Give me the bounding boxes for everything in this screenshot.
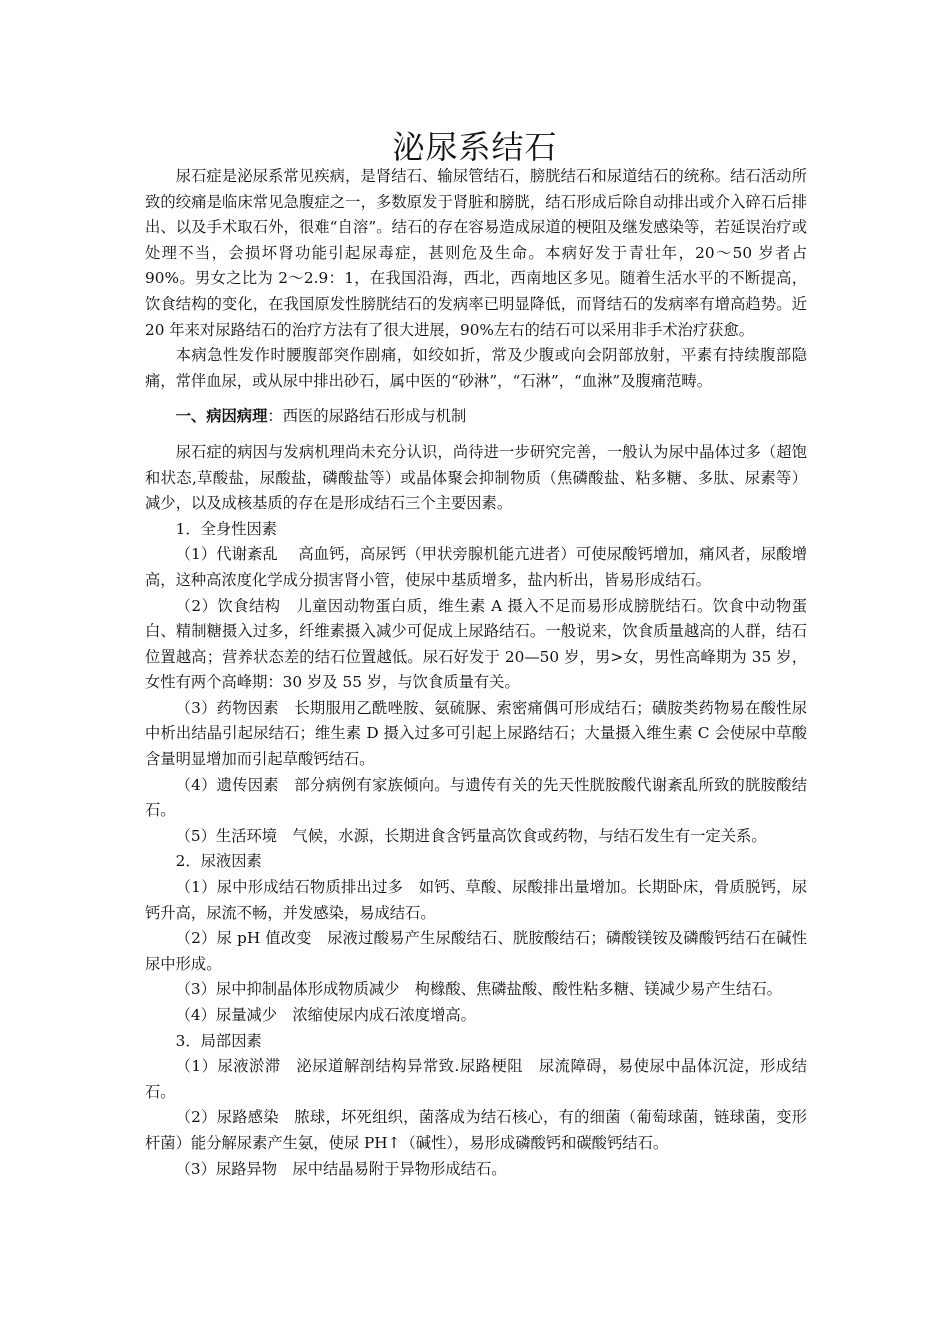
subsection-heading-systemic: 1．全身性因素 xyxy=(175,519,278,538)
document-title: 泌尿系结石 xyxy=(392,128,558,167)
list-item: （3）药物因素 长期服用乙酰唑胺、氨硫脲、索密痛偶可形成结石；磺胺类药物易在酸性尿中析出结晶引起尿结石；维生素 D 摄入过多可引起上尿路结石；大量摄入维生素 C 会使尿中草酸含量明显增加而引起草酸钙结石。 xyxy=(145,698,807,769)
list-item: （1）尿中形成结石物质排出过多 如钙、草酸、尿酸排出量增加。长期卧床，骨质脱钙，尿钙升高，尿流不畅，并发感染，易成结石。 xyxy=(145,878,807,922)
list-item: （2）尿路感染 脓球，坏死组织，菌落成为结石核心，有的细菌（葡萄球菌，链球菌，变形杆菌）能分解尿素产生氨，使尿 PH↑（碱性），易形成磷酸钙和碳酸钙结石。 xyxy=(145,1108,807,1152)
list-item: （2）饮食结构 儿童因动物蛋白质，维生素 A 摄入不足而易形成膀胱结石。饮食中动物蛋白、精制糖摄入过多，纤维素摄入减少可促成上尿路结石。一般说来，饮食质量越高的人群，结石位置越高；营养状态差的结石位置越低。尿石好发于 20—50 岁，男>女，男性高峰期为 35 岁，女性有两个高峰期：30 岁及 55 岁，与饮食质量有关。 xyxy=(145,596,807,692)
section-heading-subtitle: ：西医的尿路结石形成与机制 xyxy=(267,407,467,426)
symptom-paragraph: 本病急性发作时腰腹部突作剧痛，如绞如折，常及少腹或向会阴部放射，平素有持续腹部隐痛，常伴血尿，或从尿中排出砂石，属中医的“砂淋”，“石淋”，“血淋”及腹痛范畴。 xyxy=(145,346,807,390)
section-heading xyxy=(145,404,807,430)
list-item: （1）尿液淤滞 泌尿道解剖结构异常致.尿路梗阻 尿流障碍，易使尿中晶体沉淀，形成结石。 xyxy=(145,1057,807,1101)
list-item: （1）代谢紊乱 高血钙，高尿钙（甲状旁腺机能亢进者）可使尿酸钙增加，痛风者，尿酸增高，这种高浓度化学成分损害肾小管，使尿中基质增多，盐内析出，皆易形成结石。 xyxy=(145,545,807,589)
etiology-paragraph: 尿石症的病因与发病机理尚未充分认识，尚待进一步研究完善，一般认为尿中晶体过多（超饱和状态,草酸盐，尿酸盐，磷酸盐等）或晶体聚会抑制物质（焦磷酸盐、粘多糖、多肽、尿素等）减少，以及成核基质的存在是形成结石三个主要因素。 xyxy=(145,442,807,513)
list-item: （4）遗传因素 部分病例有家族倾向。与遗传有关的先天性胱胺酸代谢紊乱所致的胱胺酸结石。 xyxy=(145,775,807,820)
intro-paragraph: 尿石症是泌尿系常见疾病，是肾结石、输尿管结石，膀胱结石和尿道结石的统称。结石活动所致的绞痛是临床常见急腹症之一，多数原发于肾脏和膀胱，结石形成后除自动排出或介入碎石后排出、以及手术取石外，很难“自溶”。结石的存在容易造成尿道的梗阻及继发感染等，若延误治疗或处理不当，会损坏肾功能引起尿毒症，甚则危及生命。本病好发于青壮年，20～50 岁者占 90%。男女之比为 2～2.9：1，在我国沿海，西北，西南地区多见。随着生活水平的不断提高，饮食结构的变化，在我国原发性膀胱结石的发病率已明显降低，而肾结石的发病率有增高趋势。近 20 年来对尿路结石的治疗方法有了很大进展，90%左右的结石可以采用非手术治疗获愈。 xyxy=(145,167,807,339)
section-heading-bold: 一、病因病理 xyxy=(175,407,268,426)
list-item: （3）尿路异物 尿中结晶易附于异物形成结石。 xyxy=(175,1159,507,1178)
list-item: （5）生活环境 气候，水源，长期进食含钙量高饮食或药物，与结石发生有一定关系。 xyxy=(175,826,767,845)
subsection-heading-urine: 2．尿液因素 xyxy=(175,852,262,871)
list-item: （4）尿量减少 浓缩使尿内成石浓度增高。 xyxy=(175,1006,476,1024)
list-item: （2）尿 pH 值改变 尿液过酸易产生尿酸结石、胱胺酸结石；磷酸镁铵及磷酸钙结石在碱性尿中形成。 xyxy=(145,929,807,973)
subsection-heading-local: 3．局部因素 xyxy=(175,1031,262,1050)
list-item: （3）尿中抑制晶体形成物质减少 枸橼酸、焦磷盐酸、酸性粘多糖、镁减少易产生结石。 xyxy=(175,980,782,999)
document-body xyxy=(145,164,807,1182)
